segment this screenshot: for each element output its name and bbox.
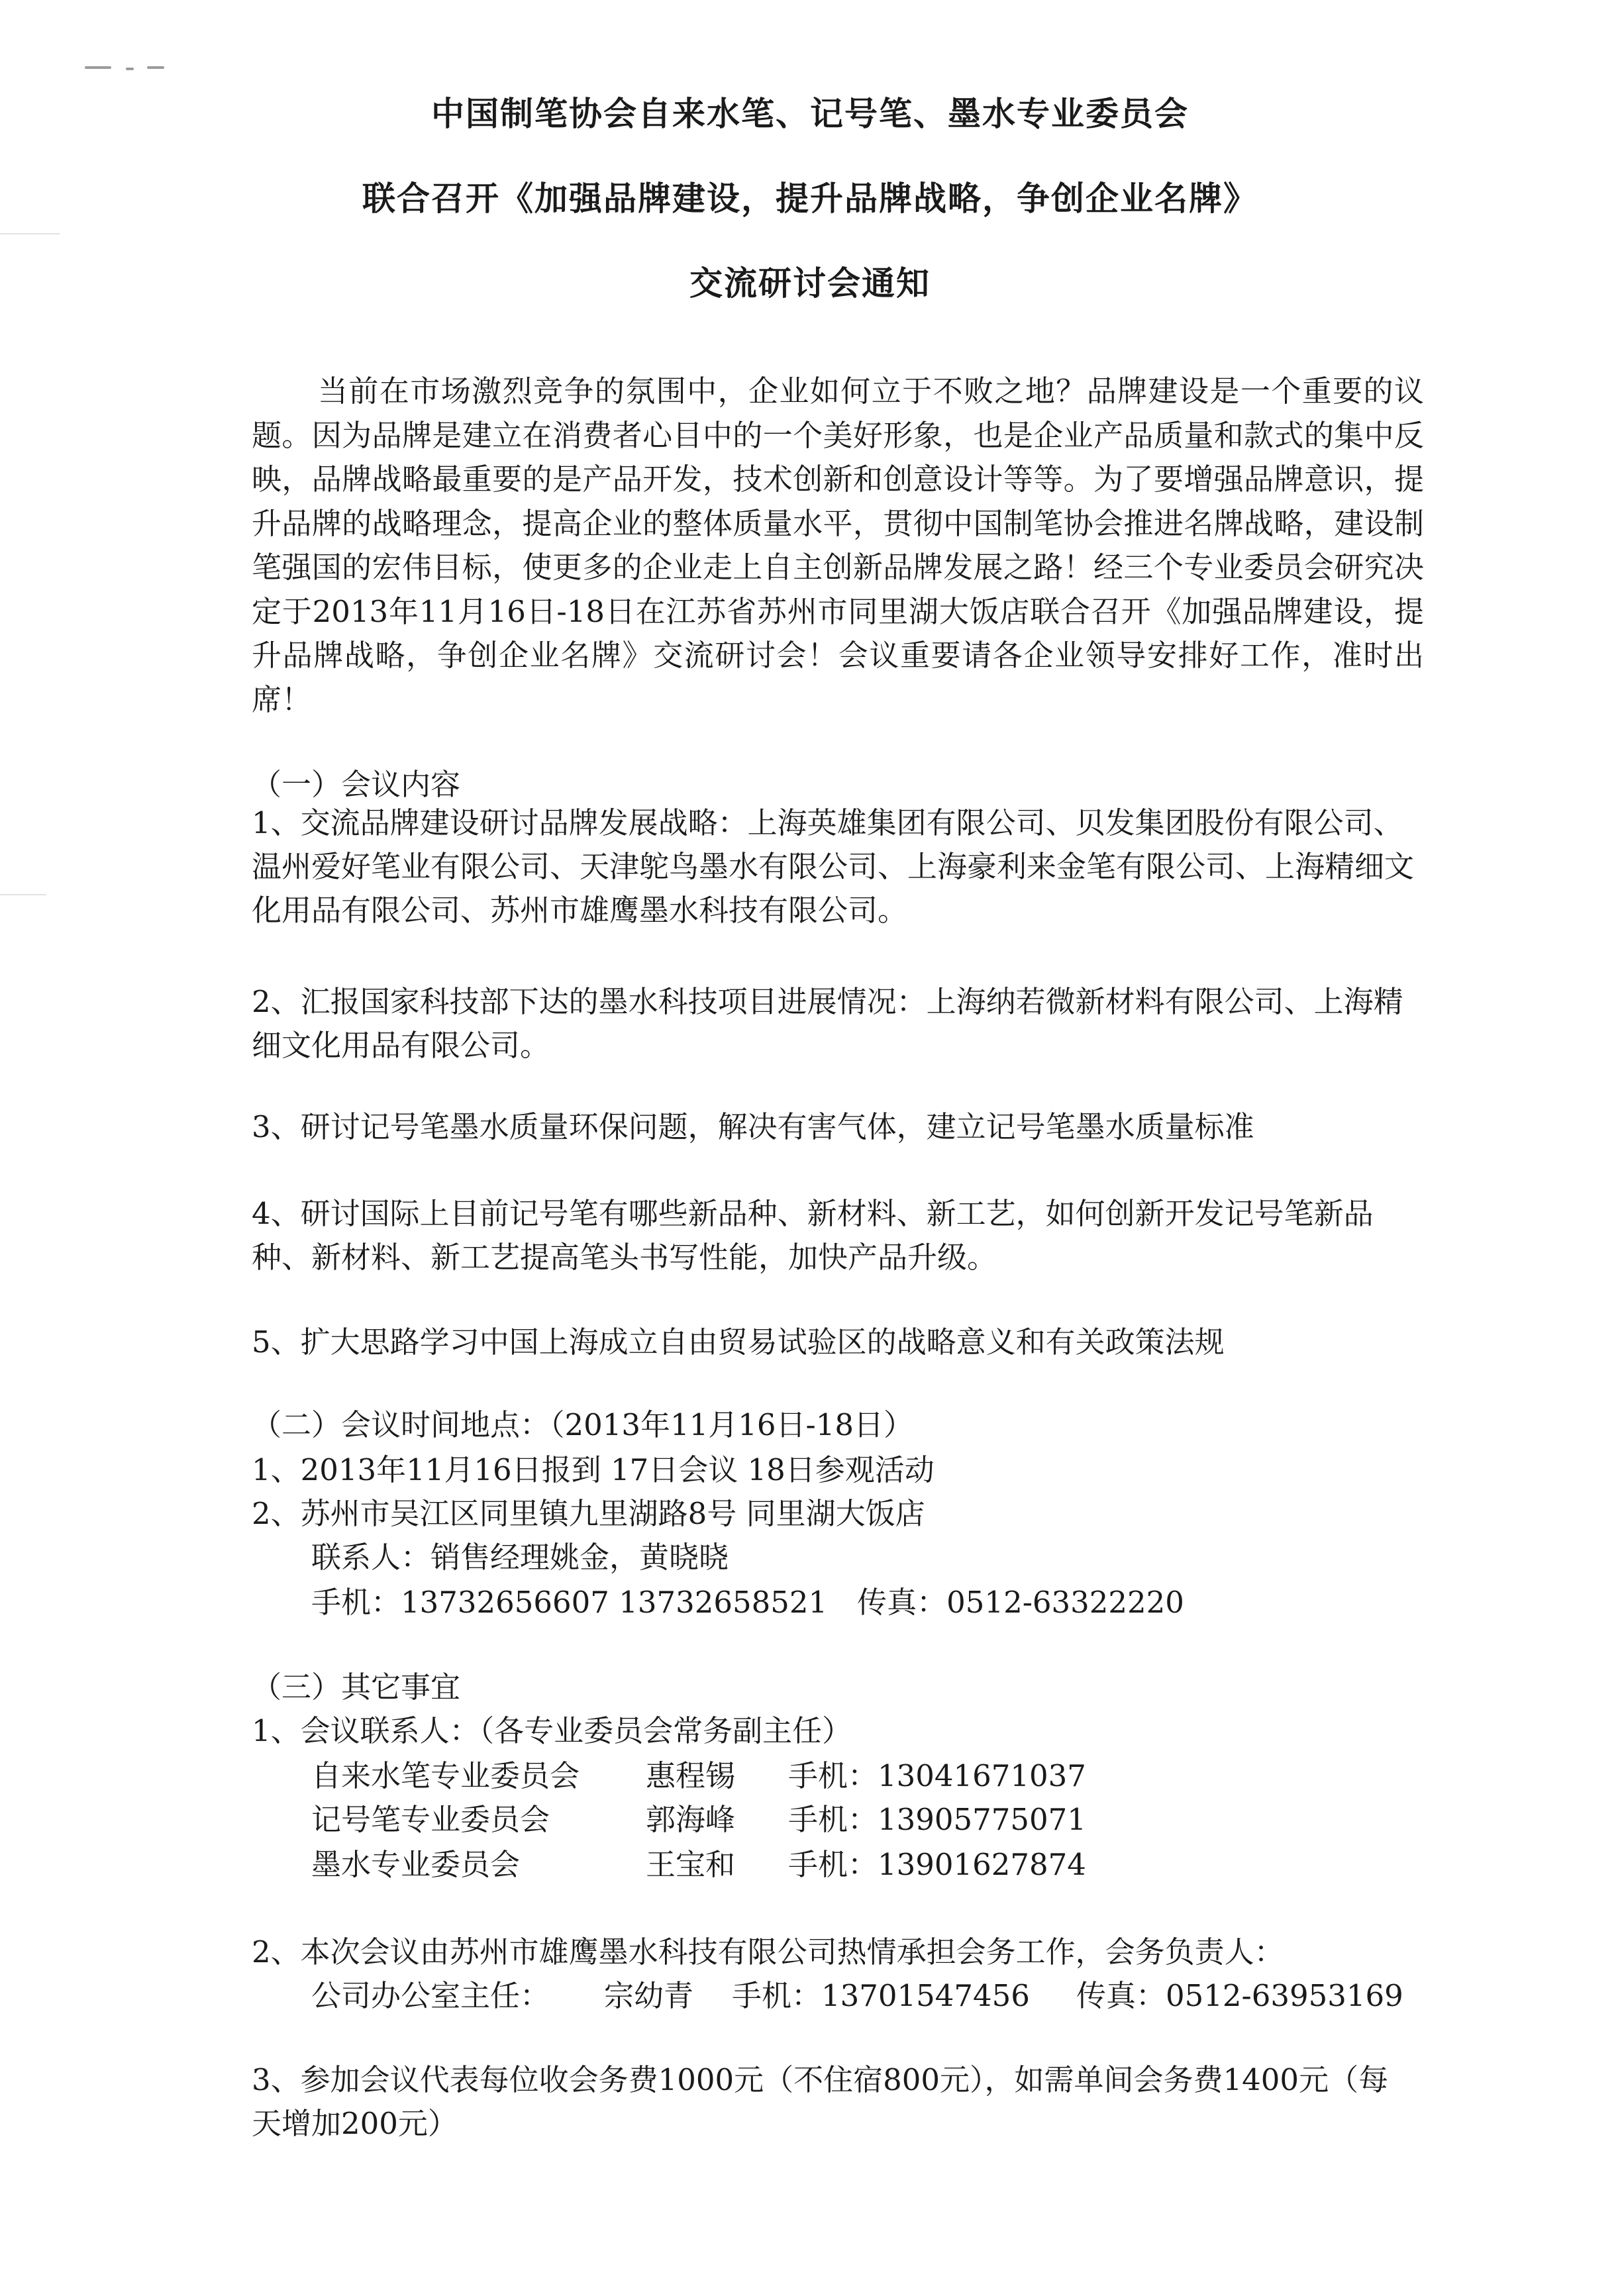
section-1-item-3: 3、研讨记号笔墨水质量环保问题，解决有害气体，建立记号笔墨水质量标准 bbox=[252, 1109, 1254, 1144]
contact-name: 王宝和 bbox=[646, 1847, 736, 1882]
contact-phone: 手机：13905775071 bbox=[788, 1802, 1086, 1837]
section-3-item-1-title: 1、会议联系人：（各专业委员会常务副主任） bbox=[252, 1713, 852, 1748]
section-1-item-5: 5、扩大思路学习中国上海成立自由贸易试验区的战略意义和有关政策法规 bbox=[252, 1324, 1225, 1360]
section-2-line-1: 1、2013年11月16日报到 17日会议 18日参观活动 bbox=[252, 1452, 935, 1487]
contact-committee: 记号笔专业委员会 bbox=[311, 1802, 550, 1837]
contact-committee: 墨水专业委员会 bbox=[311, 1847, 521, 1882]
contact-committee: 自来水笔专业委员会 bbox=[311, 1758, 580, 1793]
section-3-item-2: 2、本次会议由苏州市雄鹰墨水科技有限公司热情承担会务工作，会务负责人： bbox=[252, 1934, 1284, 1970]
document-title-line-2: 联合召开《加强品牌建设，提升品牌战略，争创企业名牌》 bbox=[362, 179, 1258, 218]
section-1-item-4: 4、研讨国际上目前记号笔有哪些新品种、新材料、新工艺，如何创新开发记号笔新品种、新材料、新工艺提高笔头书写性能，加快产品升级。 bbox=[252, 1196, 1374, 1275]
document-title-line-3: 交流研讨会通知 bbox=[689, 264, 931, 303]
office-director-name: 宗幼青 bbox=[604, 1978, 694, 2013]
office-director-label: 公司办公室主任： bbox=[311, 1978, 550, 2013]
document-title-line-1: 中国制笔协会自来水笔、记号笔、墨水专业委员会 bbox=[431, 95, 1189, 133]
scan-line bbox=[0, 894, 46, 895]
contact-name: 惠程锡 bbox=[646, 1758, 736, 1793]
section-1-item-1: 1、交流品牌建设研讨品牌发展战略：上海英雄集团有限公司、贝发集团股份有限公司、温州爱好笔业有限公司、天津鸵鸟墨水有限公司、上海豪利来金笔有限公司、上海精细文化用品有限公司、苏州市雄鹰墨水科技有限公司。 bbox=[252, 805, 1415, 928]
section-2-heading: （二）会议时间地点：（2013年11月16日-18日） bbox=[252, 1407, 914, 1442]
section-1-item-2: 2、汇报国家科技部下达的墨水科技项目进展情况：上海纳若微新材料有限公司、上海精细文化用品有限公司。 bbox=[252, 984, 1403, 1063]
contact-phone: 手机：13041671037 bbox=[788, 1758, 1086, 1793]
section-3-item-3: 3、参加会议代表每位收会务费1000元（不住宿800元），如需单间会务费1400元（每天增加200元） bbox=[252, 2062, 1389, 2141]
section-2-contact: 联系人：销售经理姚金，黄晓晓 bbox=[311, 1540, 729, 1575]
section-2-line-2: 2、苏州市吴江区同里镇九里湖路8号 同里湖大饭店 bbox=[252, 1496, 925, 1531]
section-1-heading: （一）会议内容 bbox=[252, 767, 461, 802]
office-director-phone: 手机：13701547456 bbox=[732, 1978, 1030, 2013]
scan-mark bbox=[85, 66, 111, 69]
scan-line bbox=[0, 233, 60, 234]
section-3-heading: （三）其它事宜 bbox=[252, 1670, 461, 1705]
office-director-fax: 传真：0512-63953169 bbox=[1076, 1978, 1403, 2013]
intro-paragraph: 当前在市场激烈竞争的氛围中，企业如何立于不败之地？品牌建设是一个重要的议题。因为品牌是建立在消费者心目中的一个美好形象，也是企业产品质量和款式的集中反映，品牌战略最重要的是产品开发，技术创新和创意设计等等。为了要增强品牌意识，提升品牌的战略理念，提高企业的整体质量水平，贯彻中国制笔协会推进名牌战略，建设制笔强国的宏伟目标，使更多的企业走上自主创新品牌发展之路！经三个专业委员会研究决定于2013年11月16日-18日在江苏省苏州市同里湖大饭店联合召开《加强品牌建设，提升品牌战略，争创企业名牌》交流研讨会！会议重要请各企业领导安排好工作，准时出席！ bbox=[252, 374, 1424, 717]
section-2-phone: 手机：13732656607 13732658521 传真：0512-63322220 bbox=[311, 1585, 1184, 1620]
scan-mark bbox=[147, 66, 164, 69]
contact-name: 郭海峰 bbox=[646, 1802, 736, 1837]
contact-phone: 手机：13901627874 bbox=[788, 1847, 1086, 1882]
scan-mark bbox=[126, 68, 134, 70]
